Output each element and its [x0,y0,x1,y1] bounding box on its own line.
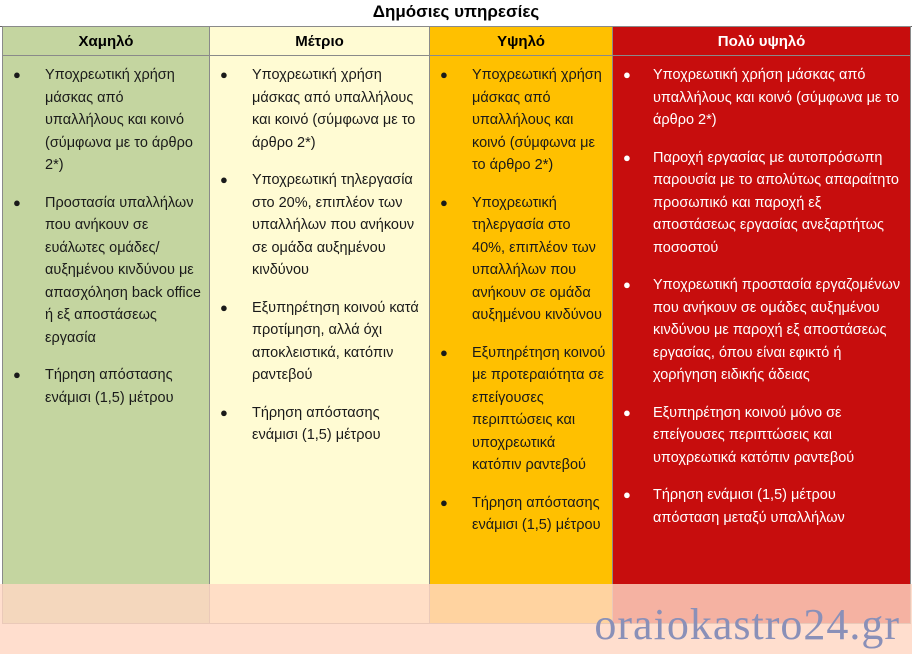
bullet-icon: ● [623,277,631,292]
column-header-medium: Μέτριο [210,27,430,56]
bullet-icon: ● [220,404,228,420]
bullet-icon: ● [440,494,448,510]
measures-cell-low [3,56,210,624]
measures-list-high [430,56,612,537]
table-title: Δημόσιες υπηρεσίες [0,0,912,27]
measures-list-very-high [613,56,910,529]
list-item: ● Παροχή εργασίας με αυτοπρόσωπη παρουσία με το απολύτως απαραίτητο προσωπικό και παροχή εξ αποστάσεως εργασίας ανεξαρτήτως ποσοστού [613,147,904,260]
list-item: ● Τήρηση απόστασης ενάμισι (1,5) μέτρου [430,492,606,537]
list-item: ● Εξυπηρέτηση κοινού κατά προτίμηση, αλλά όχι αποκλειστικά, κατόπιν ραντεβού [210,297,423,387]
risk-level-table [2,26,911,624]
bullet-icon: ● [13,367,21,382]
list-item: ● Εξυπηρέτηση κοινού με προτεραιότητα σε επείγουσες περιπτώσεις και υποχρεωτικά κατόπιν ραντεβού [430,342,606,477]
bullet-icon: ● [440,67,448,82]
measures-cell-very-high [613,56,911,624]
measures-row [3,56,911,624]
bullet-icon: ● [440,344,448,360]
header-row [3,27,911,56]
watermark: oraiokastro24.gr [594,600,900,649]
list-item: ● Υποχρεωτική χρήση μάσκας από υπαλλήλους και κοινό (σύμφωνα με το άρθρο 2*) [210,64,423,154]
list-item: ● Προστασία υπαλλήλων που ανήκουν σε ευάλωτες ομάδες/αυξημένου κινδύνου με απασχόληση back office ή εξ αποστάσεως εργασία [3,192,203,350]
bullet-icon: ● [623,149,631,165]
list-item: ● Υποχρεωτική τηλεργασία στο 40%, επιπλέον των υπαλλήλων που ανήκουν σε ομάδα αυξημένου κινδύνου [430,192,606,327]
column-header-low: Χαμηλό [3,27,210,56]
list-item: ● Υποχρεωτική προστασία εργαζομένων που ανήκουν σε ομάδες αυξημένου κινδύνου με παροχή εξ αποστάσεως εργασίας, όπου είναι εφικτό ή χορήγηση ειδικής άδειας [613,274,904,387]
bullet-icon: ● [220,67,228,82]
list-item: ● Εξυπηρέτηση κοινού μόνο σε επείγουσες περιπτώσεις και υποχρεωτικά κατόπιν ραντεβού [613,402,904,470]
bullet-icon: ● [13,67,21,82]
list-item: ● Τήρηση απόστασης ενάμισι (1,5) μέτρου [3,364,203,409]
bullet-icon: ● [220,172,228,187]
list-item: ● Υποχρεωτική τηλεργασία στο 20%, επιπλέον των υπαλλήλων που ανήκουν σε ομάδα αυξημένου κινδύνου [210,169,423,282]
measures-cell-medium [210,56,430,624]
column-header-high: Υψηλό [430,27,613,56]
column-header-very-high: Πολύ υψηλό [613,27,911,56]
list-item: ● Τήρηση απόστασης ενάμισι (1,5) μέτρου [210,402,423,447]
bullet-icon: ● [623,487,631,502]
bullet-icon: ● [623,67,631,82]
bullet-icon: ● [440,194,448,210]
measures-list-low [3,56,209,409]
bullet-icon: ● [13,194,21,210]
list-item: ● Υποχρεωτική χρήση μάσκας από υπαλλήλους και κοινό (σύμφωνα με το άρθρο 2*) [613,64,904,132]
bullet-icon: ● [623,404,631,420]
bullet-icon: ● [220,299,228,315]
list-item: ● Υποχρεωτική χρήση μάσκας από υπαλλήλους και κοινό (σύμφωνα με το άρθρο 2*) [3,64,203,177]
list-item: ● Υποχρεωτική χρήση μάσκας από υπαλλήλους και κοινό (σύμφωνα με το άρθρο 2*) [430,64,606,177]
measures-cell-high [430,56,613,624]
list-item: ● Τήρηση ενάμισι (1,5) μέτρου απόσταση μεταξύ υπαλλήλων [613,484,904,529]
measures-list-medium [210,56,429,447]
